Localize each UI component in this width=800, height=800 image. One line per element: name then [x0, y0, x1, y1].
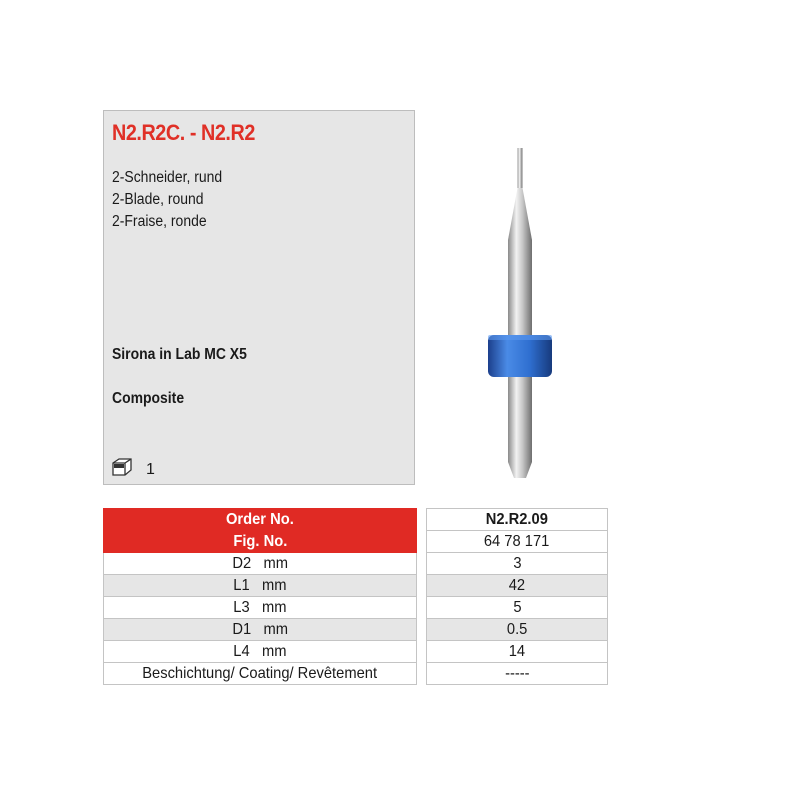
d1-label: D1 mm [104, 619, 417, 641]
material-label: Composite [112, 390, 185, 407]
table-row [104, 531, 608, 553]
table-row [104, 575, 608, 597]
table-row [104, 619, 608, 641]
l1-label: L1 mm [104, 575, 417, 597]
l1-value: 42 [427, 575, 608, 597]
d1-value: 0.5 [427, 619, 608, 641]
product-title: N2.R2C. - N2.R2 [112, 120, 255, 145]
l4-label: L4 mm [104, 641, 417, 663]
machine-compatibility: Sirona in Lab MC X5 [112, 346, 247, 363]
fig-no-value: 64 78 171 [427, 531, 608, 553]
table-row [104, 509, 608, 531]
table-row [104, 641, 608, 663]
quantity-value: 1 [146, 460, 155, 478]
l3-value: 5 [427, 597, 608, 619]
table-row [104, 663, 608, 685]
fig-no-label: Fig. No. [104, 531, 417, 553]
description-de: 2-Schneider, rund [112, 169, 223, 186]
d2-label: D2 mm [104, 553, 417, 575]
description-en: 2-Blade, round [112, 191, 204, 208]
order-no-value: N2.R2.09 [427, 509, 608, 531]
package-quantity [112, 458, 155, 481]
table-row [104, 553, 608, 575]
table-row [104, 597, 608, 619]
order-no-label: Order No. [104, 509, 417, 531]
description-fr: 2-Fraise, ronde [112, 213, 207, 230]
product-description [112, 167, 222, 233]
milling-bur-image [470, 140, 570, 495]
l4-value: 14 [427, 641, 608, 663]
coating-value: ----- [427, 663, 608, 685]
coating-label: Beschichtung/ Coating/ Revêtement [104, 663, 417, 685]
specification-table [103, 508, 608, 685]
box-icon [112, 458, 132, 481]
l3-label: L3 mm [104, 597, 417, 619]
d2-value: 3 [427, 553, 608, 575]
product-info-panel [103, 110, 415, 485]
